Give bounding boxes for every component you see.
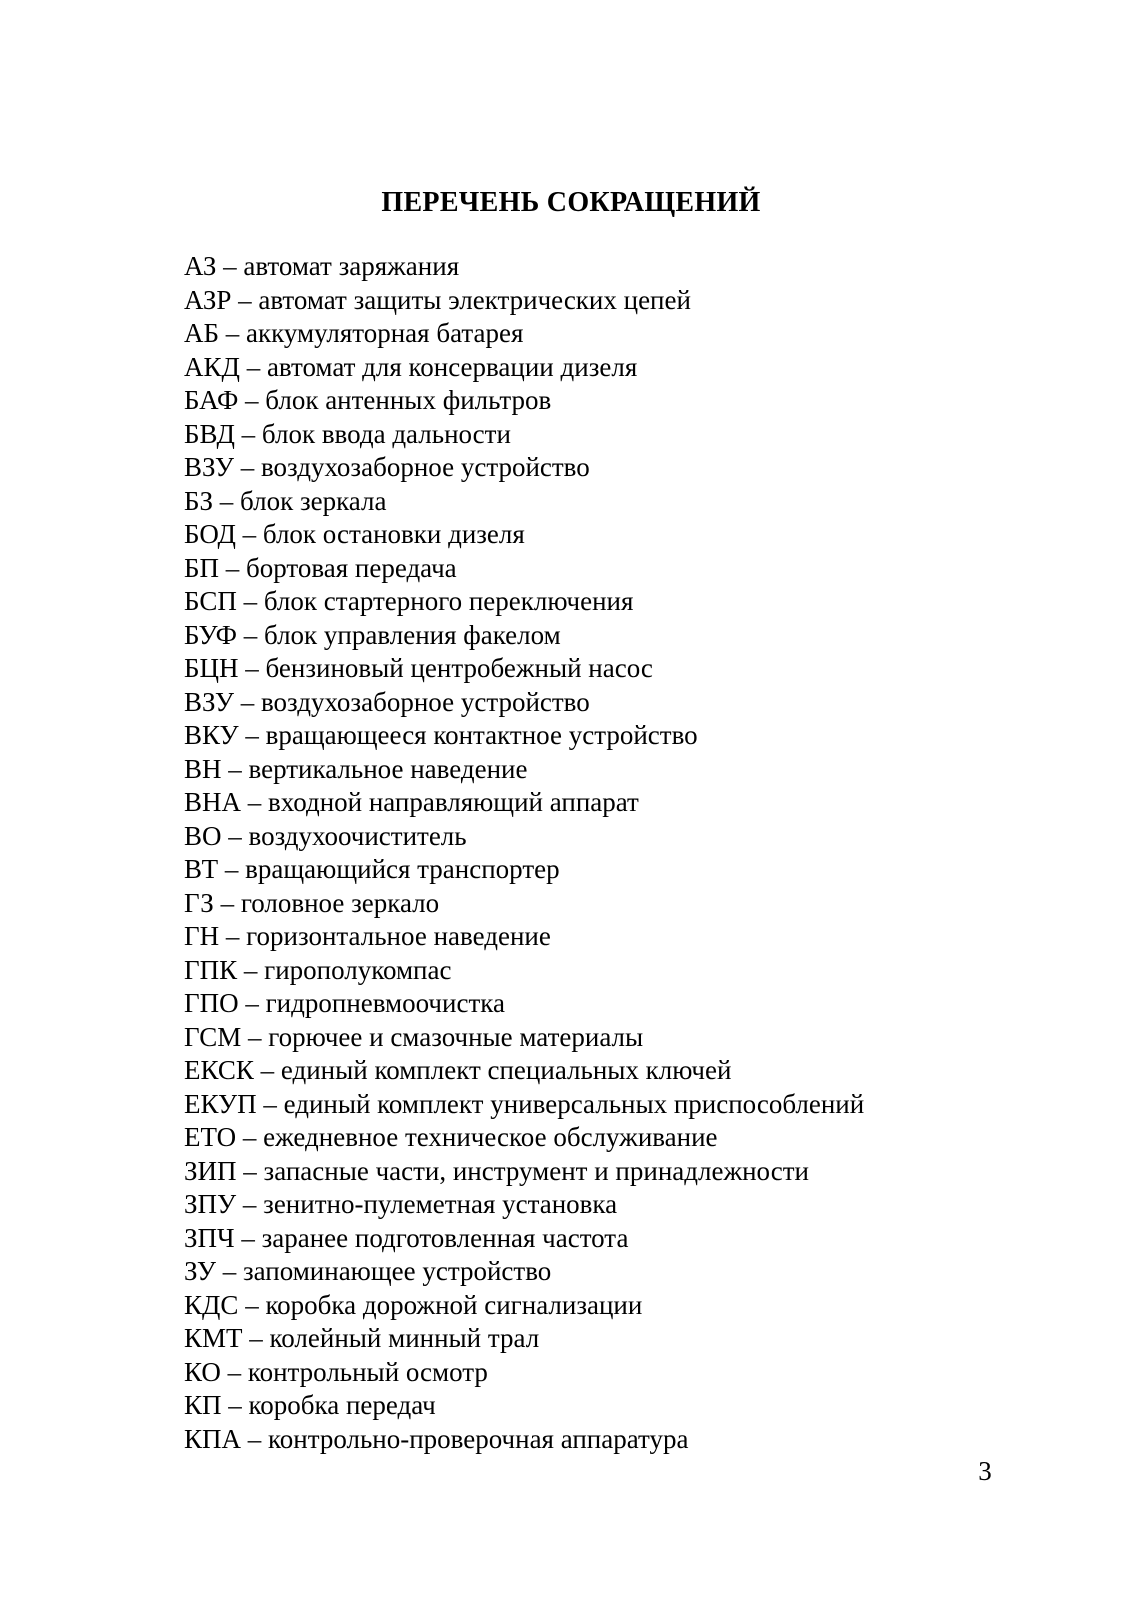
abbreviation-definition: единый комплект универсальных приспособлений <box>283 1088 865 1119</box>
abbreviation-definition: воздухоочиститель <box>248 820 467 851</box>
abbreviation-entry <box>184 418 1022 452</box>
abbreviation-definition: вращающееся контактное устройство <box>265 720 698 750</box>
abbreviation-entry <box>184 1423 1022 1457</box>
abbreviation-definition: входной направляющий аппарат <box>268 787 639 817</box>
separator-dash: – <box>213 887 241 918</box>
separator-dash: – <box>236 586 264 616</box>
separator-dash: – <box>233 452 261 482</box>
abbreviation-term: КО <box>184 1356 221 1387</box>
abbreviation-term: БЗ <box>184 485 214 516</box>
abbreviation-definition: автомат заряжания <box>243 251 460 281</box>
abbreviation-entry <box>184 1121 1022 1155</box>
separator-dash: – <box>238 1289 266 1320</box>
abbreviation-definition: бензиновый центробежный насос <box>265 653 653 683</box>
abbreviation-term: ГПО <box>184 988 239 1018</box>
separator-dash: – <box>234 1222 262 1253</box>
separator-dash: – <box>238 988 266 1018</box>
abbreviation-definition: блок зеркала <box>240 485 387 516</box>
separator-dash: – <box>237 954 265 985</box>
separator-dash: – <box>220 1356 248 1387</box>
abbreviation-entry <box>184 1389 1022 1423</box>
separator-dash: – <box>233 686 261 717</box>
separator-dash: – <box>239 351 267 382</box>
separator-dash: – <box>237 619 264 650</box>
abbreviation-definition: коробка передач <box>248 1390 436 1420</box>
abbreviation-term: АЗР <box>184 284 232 315</box>
abbreviation-definition: блок остановки дизеля <box>262 519 525 549</box>
abbreviation-entry <box>184 1255 1022 1289</box>
abbreviation-definition: единый комплект специальных ключей <box>280 1055 732 1085</box>
abbreviation-term: ВТ <box>184 854 219 884</box>
separator-dash: – <box>231 284 259 315</box>
abbreviation-entry <box>184 451 1022 485</box>
abbreviation-entry <box>184 1054 1022 1088</box>
separator-dash: – <box>221 820 249 851</box>
abbreviation-definition: контрольно-проверочная аппаратура <box>268 1423 689 1454</box>
abbreviation-entry <box>184 820 1022 854</box>
abbreviation-term: БАФ <box>184 385 239 415</box>
abbreviation-entry <box>184 1322 1022 1356</box>
abbreviation-definition: колейный минный трал <box>269 1323 540 1353</box>
separator-dash: – <box>236 1155 264 1186</box>
abbreviation-term: АБ <box>184 318 220 348</box>
separator-dash: – <box>253 1055 281 1085</box>
separator-dash: – <box>221 1390 249 1420</box>
abbreviation-definition: автомат для консервации дизеля <box>266 351 638 382</box>
abbreviation-term: ВЗУ <box>184 452 234 482</box>
abbreviation-definition: вращающийся транспортер <box>245 854 560 884</box>
abbreviation-definition: блок стартерного переключения <box>263 586 634 616</box>
abbreviation-term: ЗУ <box>184 1256 216 1286</box>
abbreviation-term: ВЗУ <box>184 686 234 717</box>
abbreviation-term: КПА <box>184 1423 242 1454</box>
abbreviation-entry <box>184 552 1022 586</box>
abbreviation-entry <box>184 1289 1022 1323</box>
abbreviation-definition: вертикальное наведение <box>248 753 528 784</box>
abbreviation-term: АКД <box>184 351 240 382</box>
abbreviation-term: КП <box>184 1390 222 1420</box>
abbreviation-definition: автомат защиты электрических цепей <box>258 284 691 315</box>
abbreviation-definition: бортовая передача <box>246 552 457 583</box>
separator-dash: – <box>238 385 266 415</box>
abbreviation-definition: блок управления факелом <box>264 619 561 650</box>
abbreviation-term: ЗПЧ <box>184 1222 235 1253</box>
abbreviation-term: КМТ <box>184 1323 243 1353</box>
abbreviation-entry <box>184 786 1022 820</box>
abbreviation-term: ГЗ <box>184 887 214 918</box>
abbreviation-entry <box>184 920 1022 954</box>
abbreviation-term: ВН <box>184 753 222 784</box>
page-number: 3 <box>978 1456 992 1486</box>
abbreviation-term: БСП <box>184 586 237 616</box>
separator-dash: – <box>256 1088 284 1119</box>
abbreviation-definition: запасные части, инструмент и принадлежности <box>263 1155 809 1186</box>
separator-dash: – <box>215 1256 243 1286</box>
abbreviation-term: БЦН <box>184 653 239 683</box>
abbreviation-term: БУФ <box>184 619 237 650</box>
abbreviation-entry <box>184 853 1022 887</box>
abbreviation-entry <box>184 1088 1022 1122</box>
abbreviation-entry <box>184 652 1022 686</box>
separator-dash: – <box>241 1423 269 1454</box>
abbreviation-entry <box>184 686 1022 720</box>
abbreviation-entry <box>184 753 1022 787</box>
separator-dash: – <box>236 1122 264 1152</box>
separator-dash: – <box>241 1021 269 1052</box>
abbreviation-term: БВД <box>184 418 235 449</box>
abbreviation-term: ЗИП <box>184 1155 237 1186</box>
abbreviation-definition: воздухозаборное устройство <box>260 452 590 482</box>
abbreviation-entry <box>184 987 1022 1021</box>
abbreviation-entry <box>184 1222 1022 1256</box>
abbreviation-definition: контрольный осмотр <box>247 1356 488 1387</box>
separator-dash: – <box>219 318 247 348</box>
abbreviation-term: ЕТО <box>184 1122 237 1152</box>
abbreviation-entry <box>184 954 1022 988</box>
page-title: ПЕРЕЧЕНЬ СОКРАЩЕНИЙ <box>381 187 761 218</box>
abbreviation-term: ВНА <box>184 787 242 817</box>
abbreviation-entry <box>184 887 1022 921</box>
abbreviation-entry <box>184 719 1022 753</box>
abbreviation-entry <box>184 284 1022 318</box>
separator-dash: – <box>234 418 262 449</box>
abbreviation-term: ГН <box>184 921 220 951</box>
separator-dash: – <box>236 1189 264 1219</box>
separator-dash: – <box>216 251 244 281</box>
separator-dash: – <box>242 1323 270 1353</box>
abbreviation-definition: гидропневмоочистка <box>265 988 505 1018</box>
separator-dash: – <box>219 921 247 951</box>
separator-dash: – <box>219 552 247 583</box>
separator-dash: – <box>238 653 266 683</box>
abbreviation-term: БП <box>184 552 220 583</box>
separator-dash: – <box>238 720 266 750</box>
abbreviation-definition: запоминающее устройство <box>242 1256 552 1286</box>
abbreviation-definition: коробка дорожной сигнализации <box>265 1289 643 1320</box>
abbreviation-definition: блок антенных фильтров <box>265 385 552 415</box>
abbreviation-definition: гирополукомпас <box>264 954 452 985</box>
abbreviation-entry <box>184 585 1022 619</box>
abbreviation-definition: головное зеркало <box>240 887 440 918</box>
abbreviation-entry <box>184 619 1022 653</box>
abbreviation-entry <box>184 351 1022 385</box>
abbreviation-entry <box>184 1021 1022 1055</box>
abbreviation-term: АЗ <box>184 251 217 281</box>
abbreviation-list <box>184 250 1022 1456</box>
abbreviation-entry <box>184 250 1022 284</box>
abbreviation-term: ГСМ <box>184 1021 242 1052</box>
abbreviation-entry <box>184 518 1022 552</box>
abbreviation-entry <box>184 1356 1022 1390</box>
separator-dash: – <box>235 519 263 549</box>
abbreviation-definition: горизонтальное наведение <box>246 921 551 951</box>
abbreviation-term: ЕКСК <box>184 1055 254 1085</box>
abbreviation-entry <box>184 317 1022 351</box>
separator-dash: – <box>221 753 249 784</box>
abbreviation-term: ВО <box>184 820 222 851</box>
abbreviation-term: ЕКУП <box>184 1088 257 1119</box>
abbreviation-definition: заранее подготовленная частота <box>261 1222 629 1253</box>
abbreviation-definition: блок ввода дальности <box>261 418 511 449</box>
abbreviation-definition: ежедневное техническое обслуживание <box>263 1122 718 1152</box>
abbreviation-term: ЗПУ <box>184 1189 237 1219</box>
abbreviation-definition: воздухозаборное устройство <box>260 686 590 717</box>
abbreviation-entry <box>184 485 1022 519</box>
abbreviation-term: БОД <box>184 519 236 549</box>
abbreviation-definition: аккумуляторная батарея <box>246 318 524 348</box>
abbreviation-term: ГПК <box>184 954 238 985</box>
separator-dash: – <box>218 854 246 884</box>
separator-dash: – <box>213 485 241 516</box>
abbreviation-entry <box>184 1188 1022 1222</box>
abbreviation-definition: зенитно-пулеметная установка <box>263 1189 618 1219</box>
abbreviation-entry <box>184 1155 1022 1189</box>
abbreviation-definition: горючее и смазочные материалы <box>268 1021 644 1052</box>
separator-dash: – <box>241 787 269 817</box>
abbreviation-term: КДС <box>184 1289 239 1320</box>
abbreviation-entry <box>184 384 1022 418</box>
abbreviation-term: ВКУ <box>184 720 239 750</box>
